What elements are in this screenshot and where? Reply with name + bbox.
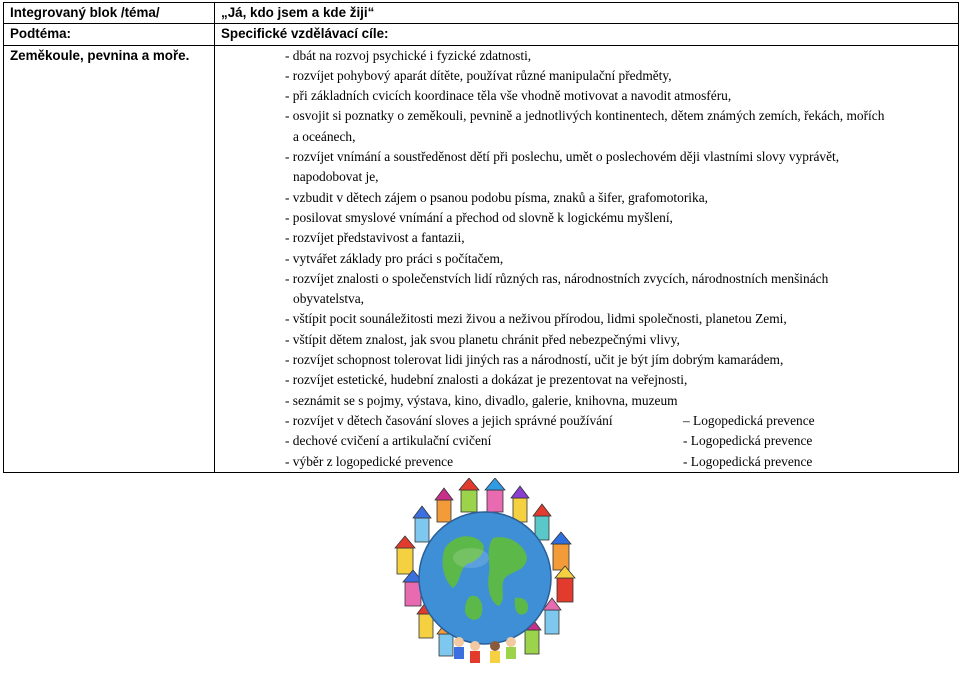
subtopic-label: Podtéma: bbox=[4, 24, 215, 45]
speech-prevention-tag: – Logopedická prevence bbox=[683, 412, 815, 428]
curriculum-table bbox=[3, 2, 959, 473]
goal-item: - rozvíjet estetické, hudební znalosti a dokázat je prezentovat na veřejnosti, bbox=[285, 372, 688, 388]
subtopic-value: Zeměkoule, pevnina a moře. bbox=[4, 45, 215, 472]
topic-title: „Já, kdo jsem a kde žiji“ bbox=[215, 3, 959, 24]
speech-goal-text: - rozvíjet v dětech časování sloves a jejich správné používání bbox=[285, 412, 613, 428]
goal-item: - seznámit se s pojmy, výstava, kino, divadlo, galerie, knihovna, muzeum bbox=[285, 392, 678, 408]
goal-item: - rozvíjet představivost a fantazii, bbox=[285, 230, 465, 246]
header-row-topic bbox=[4, 3, 959, 24]
goal-item: - posilovat smyslové vnímání a přechod od slovně k logickému myšlení, bbox=[285, 209, 673, 225]
goal-item: - rozvíjet pohybový aparát dítěte, používat různé manipulační předměty, bbox=[285, 67, 672, 83]
goal-item-continued: napodobovat je, bbox=[293, 169, 379, 185]
goal-item-continued: obyvatelstva, bbox=[293, 291, 365, 307]
goal-item: - vzbudit v dětech zájem o psanou podobu písma, znaků a šifer, grafomotorika, bbox=[285, 189, 709, 205]
speech-goal-text: - dechové cvičení a artikulační cvičení bbox=[285, 433, 492, 449]
goals-list bbox=[215, 45, 959, 472]
speech-goal-row bbox=[285, 452, 952, 472]
speech-goal-text: - výběr z logopedické prevence bbox=[285, 453, 454, 469]
speech-prevention-tag: - Logopedická prevence bbox=[683, 433, 813, 449]
speech-goal-row bbox=[285, 411, 952, 431]
header-row-subtopic bbox=[4, 24, 959, 45]
goal-item: - při základních cvicích koordinace těla vše vhodně motivovat a navodit atmosféru, bbox=[285, 88, 732, 104]
goal-item: - rozvíjet schopnost tolerovat lidi jiných ras a národností, učit je být jím dobrým kamarádem, bbox=[285, 352, 784, 368]
goal-item: - rozvíjet znalosti o společenstvích lidí různých ras, národnostních zvycích, národnostních menšinách bbox=[285, 270, 829, 286]
goal-item: - rozvíjet vnímání a soustředěnost dětí při poslechu, umět o poslechovém ději vlastními slovy vyprávět, bbox=[285, 149, 840, 165]
goal-item: - dbát na rozvoj psychické i fyzické zdatnosti, bbox=[285, 47, 532, 63]
speech-goal-row bbox=[285, 431, 952, 451]
globe-icon bbox=[375, 478, 595, 668]
topic-label: Integrovaný blok /téma/ bbox=[4, 3, 215, 24]
goal-item: - vštípit dětem znalost, jak svou planetu chránit před nebezpečnými vlivy, bbox=[285, 331, 680, 347]
goal-item: - vštípit pocit sounáležitosti mezi živou a neživou přírodou, lidmi společnosti, planetou Zemi, bbox=[285, 311, 787, 327]
goals-row bbox=[4, 45, 959, 472]
globe-with-houses-illustration bbox=[375, 478, 595, 668]
goal-item: - vytvářet základy pro práci s počítačem, bbox=[285, 250, 504, 266]
goal-item-continued: a oceánech, bbox=[293, 128, 356, 144]
goals-heading: Specifické vzdělávací cíle: bbox=[215, 24, 959, 45]
speech-prevention-tag: - Logopedická prevence bbox=[683, 453, 813, 469]
goal-item: - osvojit si poznatky o zeměkouli, pevnině a jednotlivých kontinentech, dětem známých zemích, řekách, mořích bbox=[285, 108, 885, 124]
